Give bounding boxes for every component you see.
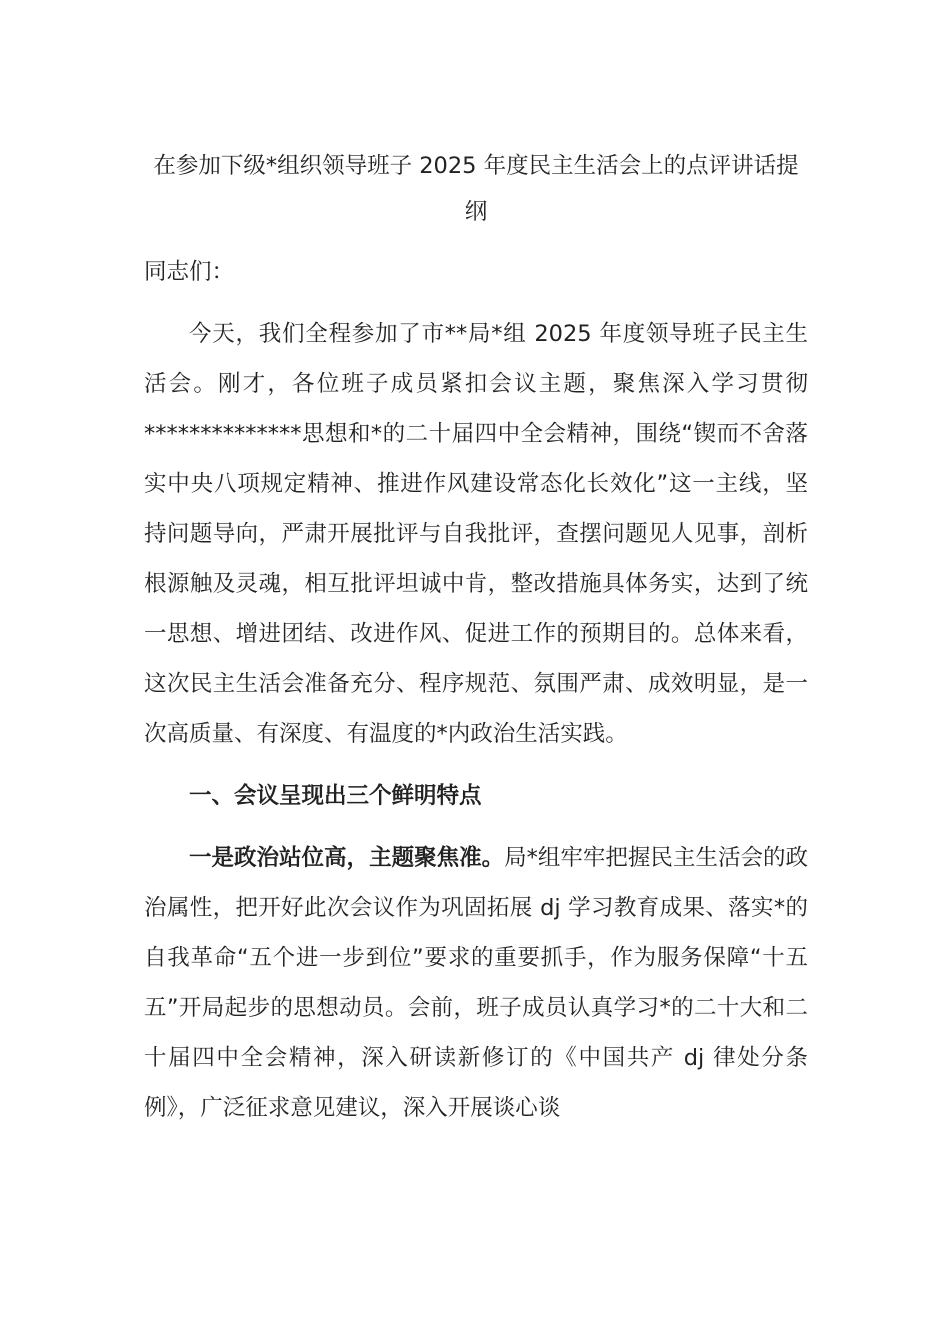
document-title: 在参加下级*组织领导班子 2025 年度民主生活会上的点评讲话提纲	[153, 153, 799, 225]
document-body	[144, 143, 808, 1133]
point-1-paragraph	[144, 833, 808, 1133]
intro-paragraph: 今天，我们全程参加了市**局*组 2025 年度领导班子民主生活会。刚才，各位班子成员紧扣会议主题，聚焦深入学习贯彻**************思想和*的二十届四中全会精神，围绕“锲而不舍落实中央八项规定精神、推进作风建设常态化长效化”这一主线，坚持问题导向，严肃开展批评与自我批评，查摆问题见人见事，剖析根源触及灵魂，相互批评坦诚中肯，整改措施具体务实，达到了统一思想、增进团结、改进作风、促进工作的预期目的。总体来看，这次民主生活会准备充分、程序规范、氛围严肃、成效明显，是一次高质量、有深度、有温度的*内政治生活实践。	[144, 321, 808, 747]
point-1-lead: 一是政治站位高，主题聚焦准。	[189, 845, 505, 871]
point-1-body: 局*组牢牢把握民主生活会的政治属性，把开好此次会议作为巩固拓展 dj 学习教育成果、落实*的自我革命“五个进一步到位”要求的重要抓手，作为服务保障“十五五”开局起步的思想动员。会前，班子成员认真学习*的二十大和二十届四中全会精神，深入研读新修订的《中国共产 dj 律处分条例》，广泛征求意见建议，深入开展谈心谈	[144, 845, 808, 1121]
section-heading: 一、会议呈现出三个鲜明特点	[189, 783, 482, 809]
salutation: 同志们：	[144, 259, 235, 285]
